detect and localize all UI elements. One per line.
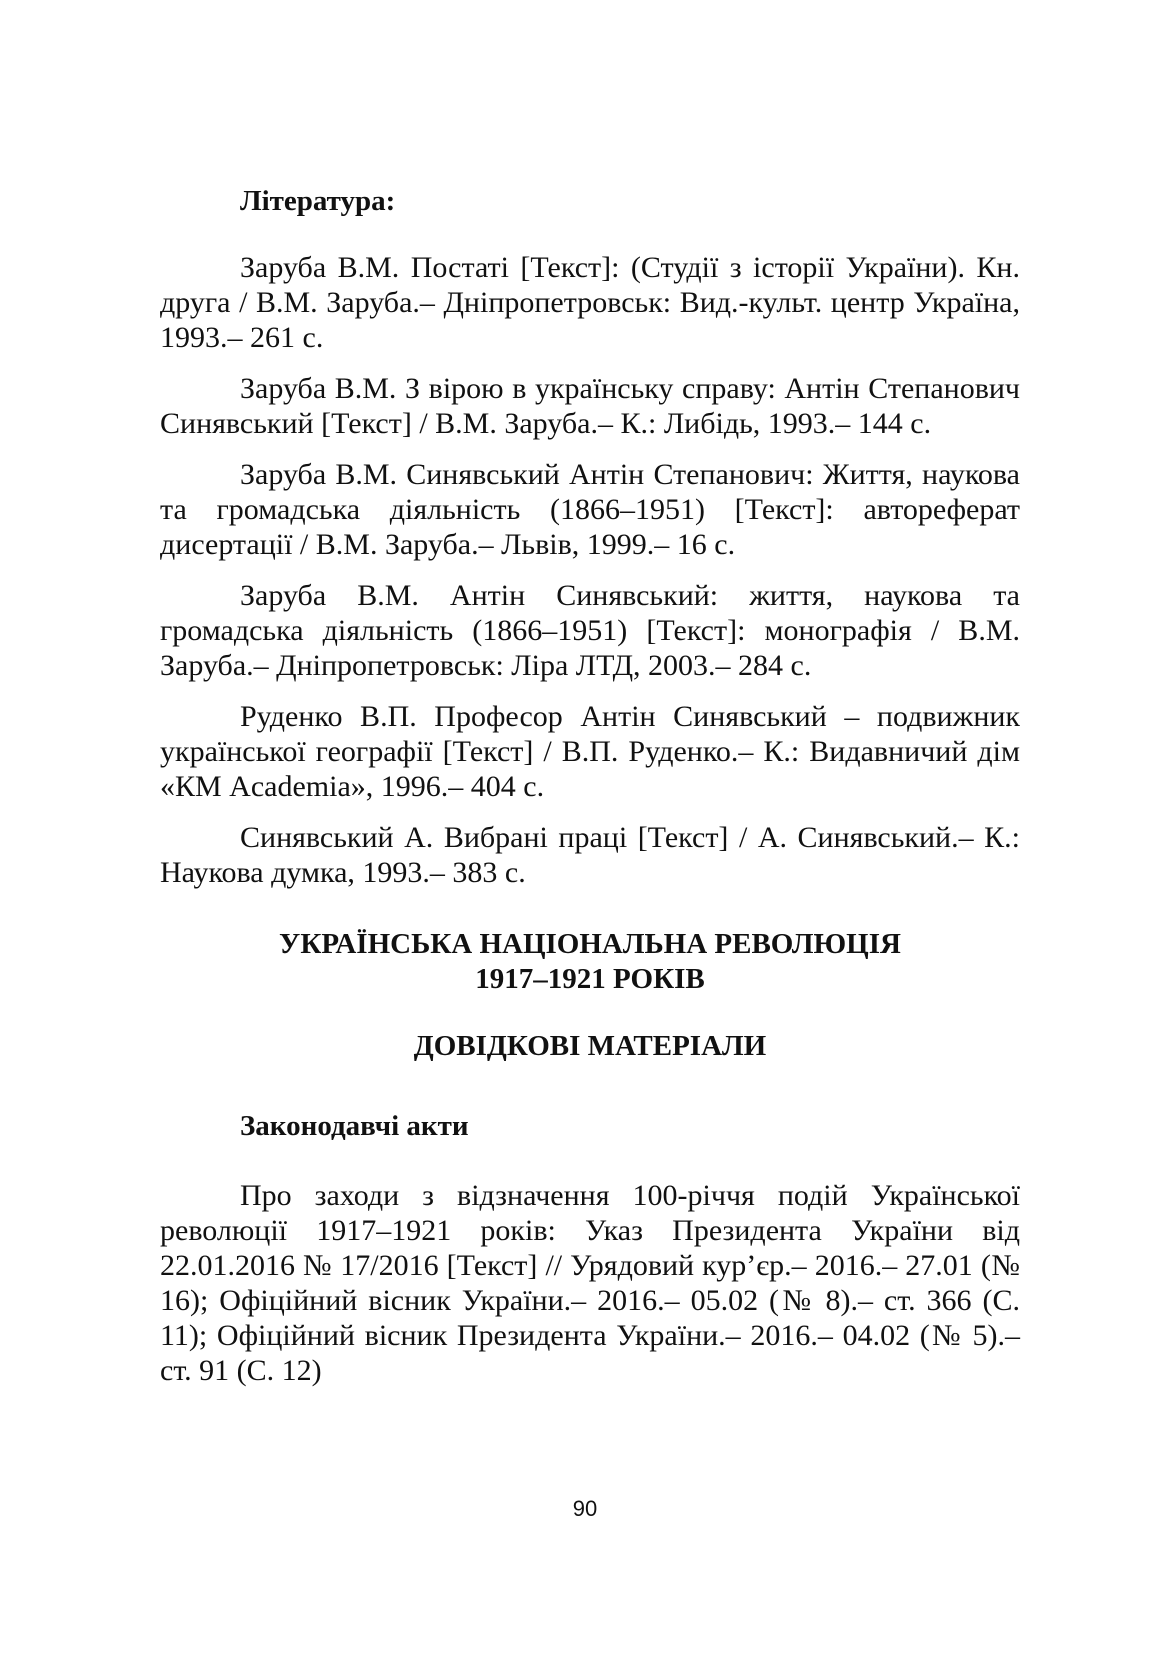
literature-entry-3: Заруба В.М. Синявський Антін Степанович: Життя, наукова та громадська діяльність (1866–1951) [Текст]: автореферат дисертації / В.М. Заруба.– Львів, 1999.– 16 с. [160, 458, 1020, 561]
section-title [160, 927, 1020, 997]
section-title-line-2: 1917–1921 РОКІВ [475, 963, 705, 995]
legislation-list [160, 1178, 1020, 1388]
literature-entry-1: Заруба В.М. Постаті [Текст]: (Студії з історії України). Кн. друга / В.М. Заруба.– Дніпропетровськ: Вид.-культ. центр Україна, 1993.– 261 с. [160, 251, 1020, 354]
literature-list [160, 250, 1020, 890]
section-subtitle: ДОВІДКОВІ МАТЕРІАЛИ [413, 1030, 767, 1062]
section-title-line-1: УКРАЇНСЬКА НАЦІОНАЛЬНА РЕВОЛЮЦІЯ [279, 928, 901, 960]
legislation-entry-1: Про заходи з відзначення 100-річчя подій Української революції 1917–1921 років: Указ Президента України від 22.01.2016 № 17/2016 [Текст] // Урядовий кур’єр.– 2016.– 27.01 (№ 16); Офіційний вісник України.– 2016.– 05.02 (№ 8).– ст. 366 (С. 11); Офіційний вісник Президента України.– 2016.– 04.02 (№ 5).– ст. 91 (С. 12) [160, 1179, 1020, 1387]
page-number: 90 [572, 1496, 598, 1521]
literature-heading: Література: [240, 185, 396, 217]
literature-entry-4: Заруба В.М. Антін Синявський: життя, наукова та громадська діяльність (1866–1951) [Текст]: монографія / В.М. Заруба.– Дніпропетровськ: Ліра ЛТД, 2003.– 284 с. [160, 579, 1020, 682]
literature-entry-5: Руденко В.П. Професор Антін Синявський – подвижник української географії [Текст] / В.П. Руденко.– К.: Видавничий дім «КМ Academia», 1996.– 404 с. [160, 700, 1020, 803]
legislation-heading: Законодавчі акти [240, 1110, 469, 1142]
literature-entry-2: Заруба В.М. З вірою в українську справу: Антін Степанович Синявський [Текст] / В.М. Заруба.– К.: Либідь, 1993.– 144 с. [160, 372, 1020, 440]
literature-entry-6: Синявський А. Вибрані праці [Текст] / А. Синявський.– К.: Наукова думка, 1993.– 383 с. [160, 821, 1020, 889]
